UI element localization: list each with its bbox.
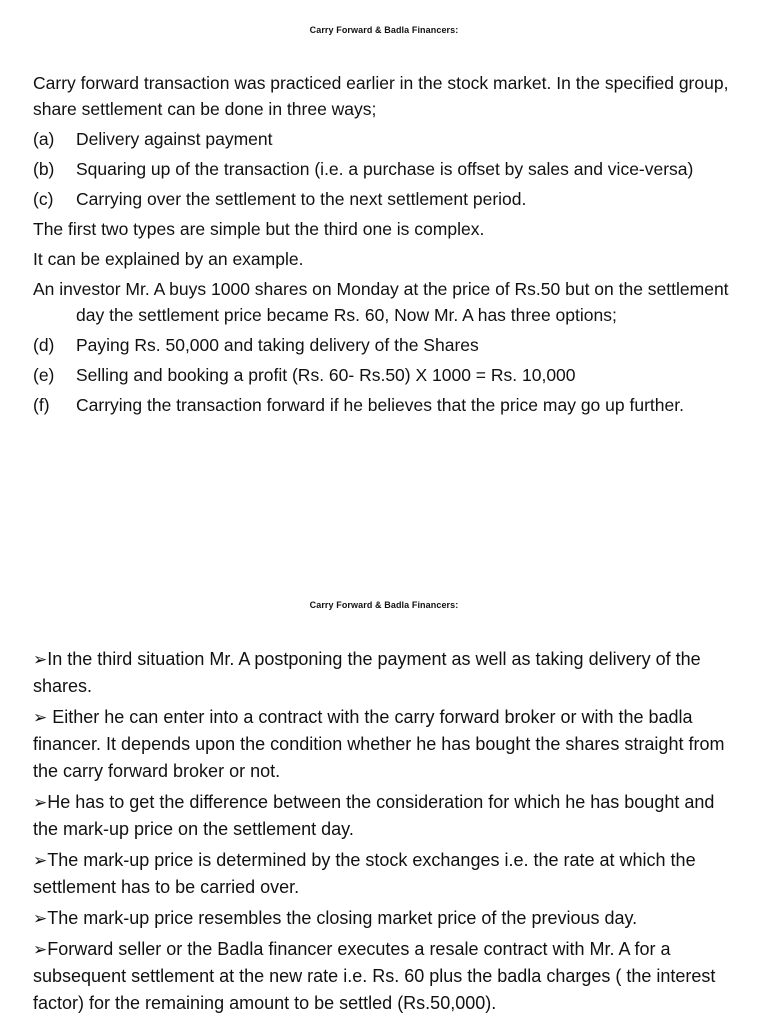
bullet-text: The mark-up price resembles the closing market price of the previous day. bbox=[47, 908, 638, 928]
arrow-bullet-icon: ➢ bbox=[33, 909, 48, 928]
list-item-label: (a) bbox=[33, 129, 55, 149]
list-item bbox=[33, 392, 733, 418]
arrow-bullet-icon: ➢ bbox=[33, 851, 48, 870]
list-item-label: (d) bbox=[33, 335, 55, 355]
list-item-text: Delivery against payment bbox=[76, 129, 273, 149]
bullet-item bbox=[33, 789, 738, 843]
bullet-item bbox=[33, 646, 738, 700]
list-item-text: Paying Rs. 50,000 and taking delivery of the Shares bbox=[76, 335, 479, 355]
bullet-item bbox=[33, 704, 738, 785]
arrow-bullet-icon: ➢ bbox=[33, 793, 48, 812]
example-paragraph: An investor Mr. A buys 1000 shares on Monday at the price of Rs.50 but on the settlement day the settlement price became Rs. 60, Now Mr. A has three options; bbox=[33, 279, 729, 325]
slide-1-title: Carry Forward & Badla Financers: bbox=[309, 25, 459, 35]
list-item-label: (b) bbox=[33, 159, 55, 179]
list-item-text: Carrying the transaction forward if he believes that the price may go up further. bbox=[76, 395, 684, 415]
bullet-text: He has to get the difference between the consideration for which he has bought and the mark-up price on the settlement day. bbox=[33, 792, 715, 839]
bullet-text: Either he can enter into a contract with the carry forward broker or with the badla financer. It depends upon the condition whether he has bought the shares straight from the carry forward broker or not. bbox=[33, 707, 725, 781]
list-item bbox=[33, 126, 733, 152]
arrow-bullet-icon: ➢ bbox=[33, 708, 48, 727]
bullet-text: The mark-up price is determined by the stock exchanges i.e. the rate at which the settlement has to be carried over. bbox=[33, 850, 696, 897]
list-item-label: (c) bbox=[33, 189, 54, 209]
list-item bbox=[33, 156, 733, 182]
simple-types-line: The first two types are simple but the third one is complex. bbox=[33, 219, 485, 239]
list-item-label: (f) bbox=[33, 395, 50, 415]
slide-2 bbox=[0, 512, 768, 1024]
intro-paragraph: Carry forward transaction was practiced earlier in the stock market. In the specified group, share settlement can be done in three ways; bbox=[33, 73, 729, 119]
list-item-text: Squaring up of the transaction (i.e. a purchase is offset by sales and vice-versa) bbox=[76, 159, 694, 179]
bullet-text: Forward seller or the Badla financer executes a resale contract with Mr. A for a subsequent settlement at the new rate i.e. Rs. 60 plus the badla charges ( the interest factor) for the remaining amount to be settled (Rs.50,000). bbox=[33, 939, 716, 1013]
list-item-text: Selling and booking a profit (Rs. 60- Rs.50) X 1000 = Rs. 10,000 bbox=[76, 365, 576, 385]
list-item bbox=[33, 332, 733, 358]
arrow-bullet-icon: ➢ bbox=[33, 940, 48, 959]
list-item bbox=[33, 362, 733, 388]
slide-2-body bbox=[33, 646, 738, 1021]
bullet-item bbox=[33, 847, 738, 901]
slide-2-title: Carry Forward & Badla Financers: bbox=[309, 600, 459, 610]
bullet-item bbox=[33, 936, 738, 1017]
bullet-item bbox=[33, 905, 738, 932]
list-item bbox=[33, 186, 733, 212]
list-item-label: (e) bbox=[33, 365, 55, 385]
bullet-text: In the third situation Mr. A postponing the payment as well as taking delivery of the shares. bbox=[33, 649, 701, 696]
arrow-bullet-icon: ➢ bbox=[33, 650, 48, 669]
slide-1-body bbox=[33, 70, 733, 422]
example-intro-line: It can be explained by an example. bbox=[33, 249, 304, 269]
list-item-text: Carrying over the settlement to the next settlement period. bbox=[76, 189, 527, 209]
